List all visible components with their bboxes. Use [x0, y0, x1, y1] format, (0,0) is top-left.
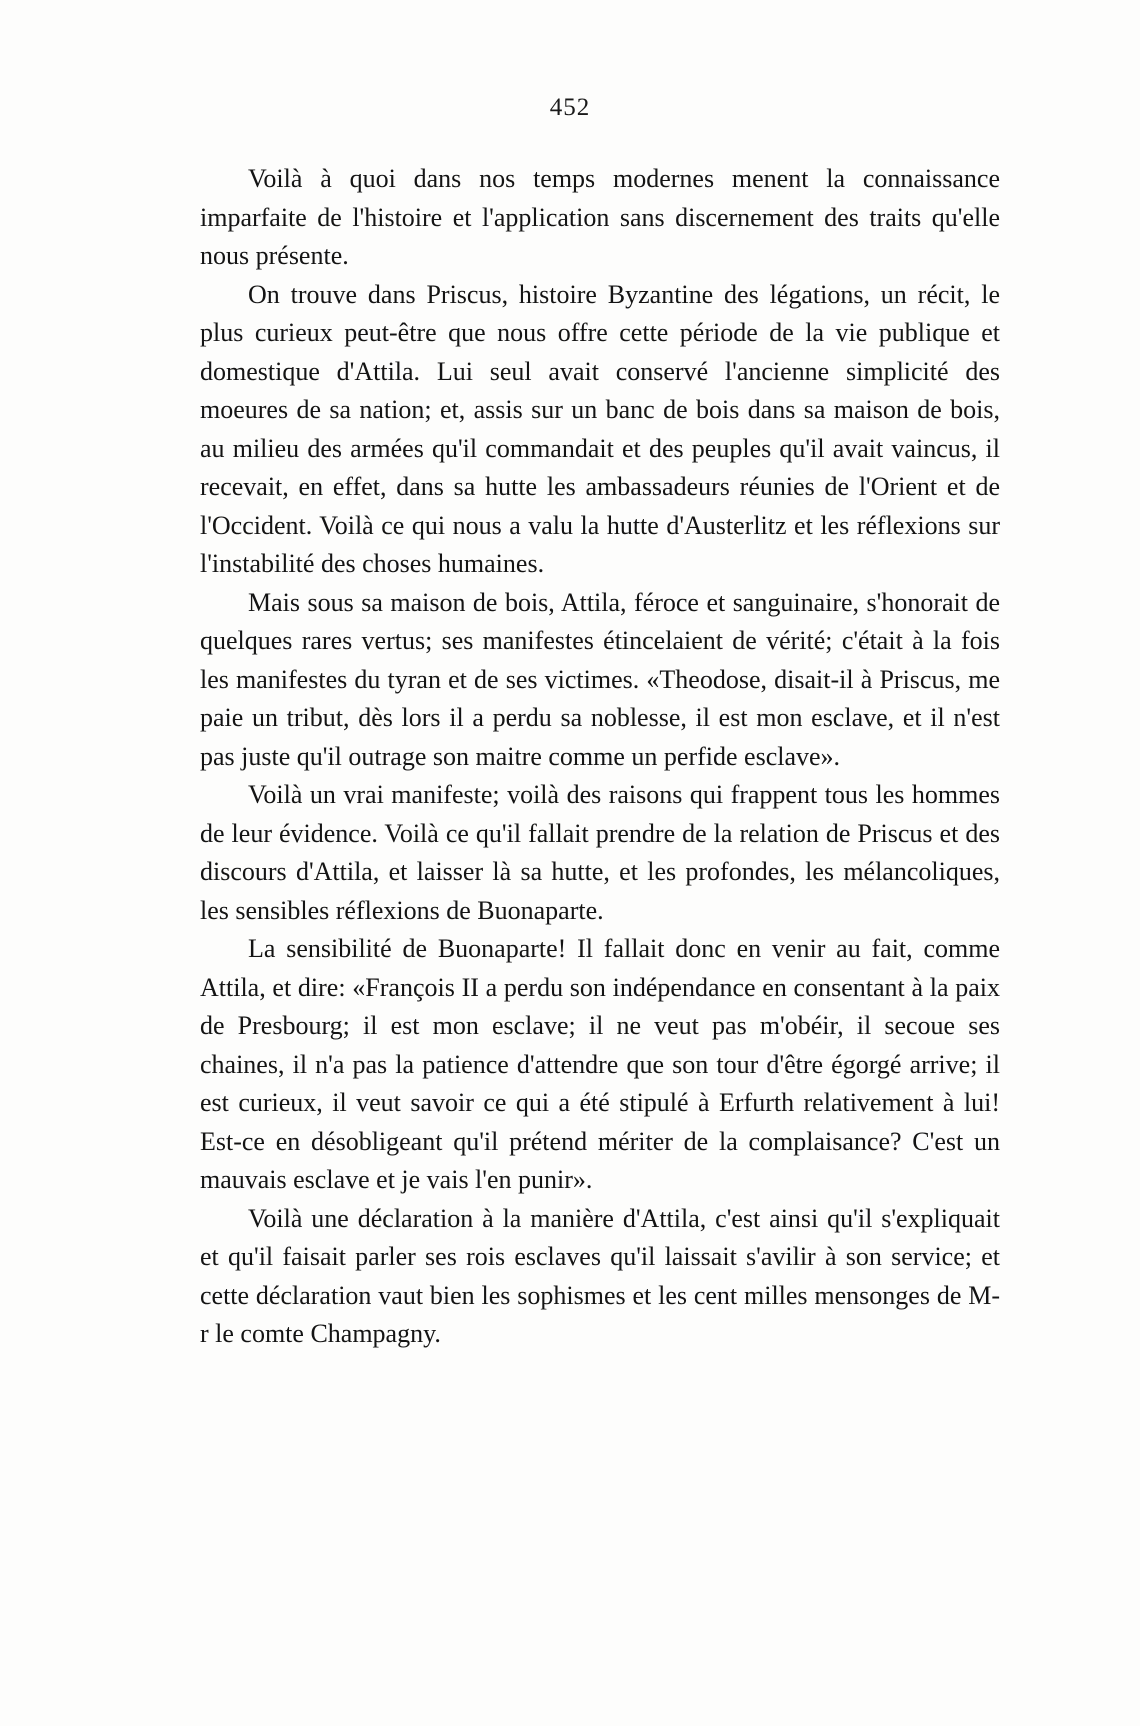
- paragraph-6: Voilà une déclaration à la manière d'Attila, c'est ainsi qu'il s'expliquait et qu'il faisait parler ses rois esclaves qu'il laissait s'avilir à son service; et cette déclaration vaut bien les sophismes et les cent milles mensonges de M-r le comte Champagny.: [200, 1203, 1000, 1348]
- paragraph-1: Voilà à quoi dans nos temps modernes menent la connaissance imparfaite de l'histoire et l'application sans discernement des traits qu'elle nous présente.: [200, 164, 1000, 270]
- paragraph-5: La sensibilité de Buonaparte! Il fallait donc en venir au fait, comme Attila, et dire: «François II a perdu son indépendance en consentant à la paix de Presbourg; il est mon esclave; il ne veut pas m'obéir, il secoue ses chaines, il n'a pas la patience d'attendre que son tour d'être égorgé arrive; il est curieux, il veut savoir ce qui a été stipulé à Erfurth relativement à lui! Est-ce en désobligeant qu'il prétend mériter de la complaisance? C'est un mauvais esclave et je vais l'en punir».: [200, 934, 1000, 1194]
- paragraph-3: Mais sous sa maison de bois, Attila, féroce et sanguinaire, s'honorait de quelques rares vertus; ses manifestes étincelaient de vérité; c'était à la fois les manifestes du tyran et de ses victimes. «Theodose, disait-il à Priscus, me paie un tribut, dès lors il a perdu sa noblesse, il est mon esclave, et il n'est pas juste qu'il outrage son maitre comme un perfide esclave».: [200, 587, 1000, 771]
- page-number: 452: [549, 94, 591, 121]
- paragraph-2: On trouve dans Priscus, histoire Byzantine des légations, un récit, le plus curieux peut-être que nous offre cette période de la vie publique et domestique d'Attila. Lui seul avait conservé l'ancienne simplicité des moeures de sa nation; et, assis sur un banc de bois dans sa maison de bois, au milieu des armées qu'il commandait et des peuples qu'il avait vaincus, il recevait, en effet, dans sa hutte les ambassadeurs réunies de l'Orient et de l'Occident. Voilà ce qui nous a valu la hutte d'Austerlitz et les réflexions sur l'instabilité des choses humaines.: [200, 279, 1000, 578]
- paragraph-4: Voilà un vrai manifeste; voilà des raisons qui frappent tous les hommes de leur évidence. Voilà ce qu'il fallait prendre de la relation de Priscus et des discours d'Attila, et laisser là sa hutte, et les profondes, les mélancoliques, les sensibles réflexions de Buonaparte.: [200, 780, 1000, 925]
- body-text: [200, 160, 1000, 1354]
